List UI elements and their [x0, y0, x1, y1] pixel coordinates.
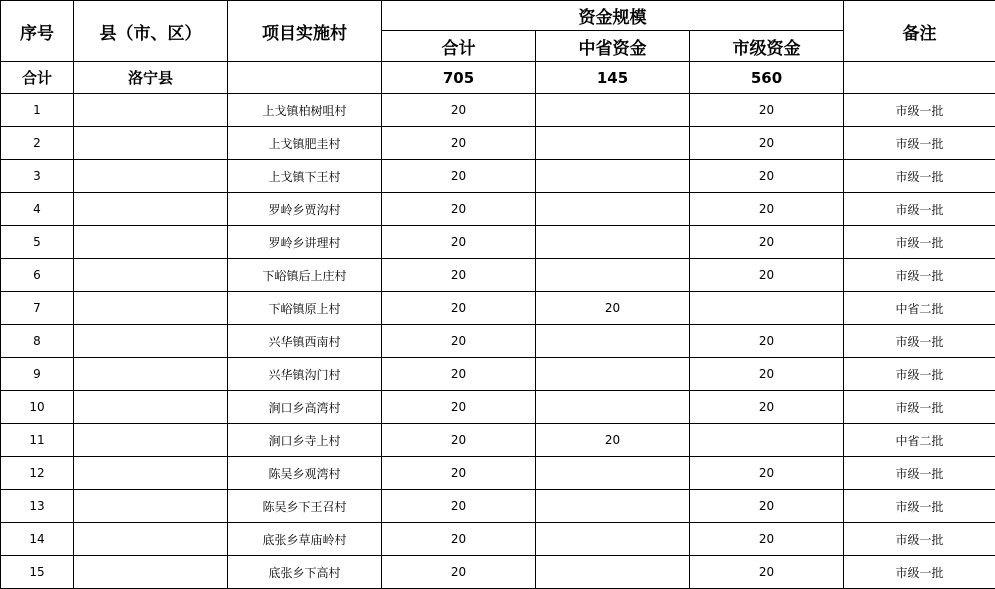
cell-remark: 市级一批: [844, 556, 995, 589]
cell-city-level: 20: [690, 259, 844, 292]
table-row: [1, 523, 995, 556]
table-row: [1, 424, 995, 457]
cell-central-provincial: [536, 325, 690, 358]
cell-county: [74, 127, 228, 160]
cell-village: 兴华镇西南村: [228, 325, 382, 358]
cell-total: 20: [382, 391, 536, 424]
cell-remark: 市级一批: [844, 160, 995, 193]
cell-remark: 市级一批: [844, 523, 995, 556]
cell-city-level: 20: [690, 556, 844, 589]
cell-seq: 3: [1, 160, 74, 193]
header-seq: 序号: [1, 1, 74, 62]
cell-central-provincial: 20: [536, 292, 690, 325]
cell-central-provincial: [536, 127, 690, 160]
table-row: [1, 292, 995, 325]
table-row: [1, 259, 995, 292]
cell-central-provincial: [536, 391, 690, 424]
cell-county: [74, 490, 228, 523]
cell-village: 上戈镇柏树咀村: [228, 94, 382, 127]
cell-central-provincial: [536, 457, 690, 490]
cell-city-level: 20: [690, 358, 844, 391]
cell-seq: 9: [1, 358, 74, 391]
cell-village: 上戈镇下王村: [228, 160, 382, 193]
summary-village: [228, 62, 382, 94]
table-row: [1, 127, 995, 160]
cell-city-level: 20: [690, 523, 844, 556]
summary-label: 合计: [1, 62, 74, 94]
cell-seq: 1: [1, 94, 74, 127]
cell-seq: 11: [1, 424, 74, 457]
cell-seq: 14: [1, 523, 74, 556]
cell-total: 20: [382, 292, 536, 325]
cell-county: [74, 226, 228, 259]
cell-total: 20: [382, 226, 536, 259]
table-row: [1, 226, 995, 259]
cell-central-provincial: [536, 358, 690, 391]
cell-total: 20: [382, 127, 536, 160]
cell-village: 罗岭乡讲理村: [228, 226, 382, 259]
cell-seq: 5: [1, 226, 74, 259]
cell-total: 20: [382, 94, 536, 127]
cell-county: [74, 259, 228, 292]
header-row-main: [1, 1, 995, 31]
cell-county: [74, 193, 228, 226]
cell-city-level: 20: [690, 490, 844, 523]
cell-total: 20: [382, 160, 536, 193]
cell-remark: 中省二批: [844, 424, 995, 457]
cell-remark: 市级一批: [844, 226, 995, 259]
table-row: [1, 490, 995, 523]
cell-village: 涧口乡高湾村: [228, 391, 382, 424]
cell-central-provincial: [536, 490, 690, 523]
cell-total: 20: [382, 424, 536, 457]
cell-city-level: 20: [690, 391, 844, 424]
table-row: [1, 325, 995, 358]
summary-county: 洛宁县: [74, 62, 228, 94]
cell-total: 20: [382, 490, 536, 523]
cell-city-level: 20: [690, 127, 844, 160]
cell-county: [74, 325, 228, 358]
cell-total: 20: [382, 259, 536, 292]
cell-central-provincial: [536, 160, 690, 193]
cell-county: [74, 391, 228, 424]
cell-city-level: 20: [690, 94, 844, 127]
cell-remark: 市级一批: [844, 358, 995, 391]
cell-remark: 市级一批: [844, 325, 995, 358]
cell-city-level: [690, 292, 844, 325]
cell-city-level: 20: [690, 457, 844, 490]
cell-total: 20: [382, 523, 536, 556]
summary-remark: [844, 62, 995, 94]
cell-seq: 4: [1, 193, 74, 226]
cell-remark: 市级一批: [844, 391, 995, 424]
header-remark: 备注: [844, 1, 995, 62]
header-village: 项目实施村: [228, 1, 382, 62]
cell-seq: 8: [1, 325, 74, 358]
cell-seq: 15: [1, 556, 74, 589]
cell-seq: 10: [1, 391, 74, 424]
cell-county: [74, 556, 228, 589]
cell-village: 罗岭乡贾沟村: [228, 193, 382, 226]
cell-village: 涧口乡寺上村: [228, 424, 382, 457]
cell-seq: 2: [1, 127, 74, 160]
cell-village: 陈吴乡下王召村: [228, 490, 382, 523]
table-row: [1, 160, 995, 193]
cell-county: [74, 457, 228, 490]
table-row: [1, 358, 995, 391]
cell-central-provincial: [536, 193, 690, 226]
header-fund-scale: 资金规模: [382, 1, 844, 31]
cell-county: [74, 523, 228, 556]
cell-total: 20: [382, 325, 536, 358]
cell-city-level: 20: [690, 193, 844, 226]
cell-seq: 13: [1, 490, 74, 523]
cell-remark: 市级一批: [844, 193, 995, 226]
cell-village: 上戈镇肥圭村: [228, 127, 382, 160]
summary-total: 705: [382, 62, 536, 94]
summary-central-provincial: 145: [536, 62, 690, 94]
cell-central-provincial: 20: [536, 424, 690, 457]
summary-row: [1, 62, 995, 94]
cell-village: 下峪镇原上村: [228, 292, 382, 325]
cell-remark: 市级一批: [844, 457, 995, 490]
cell-total: 20: [382, 457, 536, 490]
cell-village: 兴华镇沟门村: [228, 358, 382, 391]
cell-remark: 市级一批: [844, 94, 995, 127]
cell-seq: 12: [1, 457, 74, 490]
summary-city-level: 560: [690, 62, 844, 94]
cell-central-provincial: [536, 523, 690, 556]
table-row: [1, 391, 995, 424]
header-county: 县（市、区）: [74, 1, 228, 62]
cell-city-level: [690, 424, 844, 457]
table-row: [1, 556, 995, 589]
cell-total: 20: [382, 556, 536, 589]
table-row: [1, 94, 995, 127]
cell-seq: 6: [1, 259, 74, 292]
cell-county: [74, 292, 228, 325]
cell-remark: 市级一批: [844, 127, 995, 160]
cell-village: 陈吴乡观湾村: [228, 457, 382, 490]
cell-total: 20: [382, 358, 536, 391]
header-central-provincial: 中省资金: [536, 31, 690, 62]
cell-city-level: 20: [690, 226, 844, 259]
header-city-level: 市级资金: [690, 31, 844, 62]
cell-total: 20: [382, 193, 536, 226]
table-body: [1, 62, 995, 589]
cell-seq: 7: [1, 292, 74, 325]
cell-county: [74, 160, 228, 193]
cell-remark: 市级一批: [844, 259, 995, 292]
cell-village: 下峪镇后上庄村: [228, 259, 382, 292]
cell-remark: 中省二批: [844, 292, 995, 325]
cell-central-provincial: [536, 259, 690, 292]
cell-city-level: 20: [690, 325, 844, 358]
table-row: [1, 457, 995, 490]
cell-city-level: 20: [690, 160, 844, 193]
cell-county: [74, 424, 228, 457]
cell-county: [74, 94, 228, 127]
cell-county: [74, 358, 228, 391]
cell-central-provincial: [536, 94, 690, 127]
cell-central-provincial: [536, 556, 690, 589]
cell-remark: 市级一批: [844, 490, 995, 523]
cell-central-provincial: [536, 226, 690, 259]
cell-village: 底张乡草庙岭村: [228, 523, 382, 556]
table-row: [1, 193, 995, 226]
cell-village: 底张乡下高村: [228, 556, 382, 589]
header-total: 合计: [382, 31, 536, 62]
